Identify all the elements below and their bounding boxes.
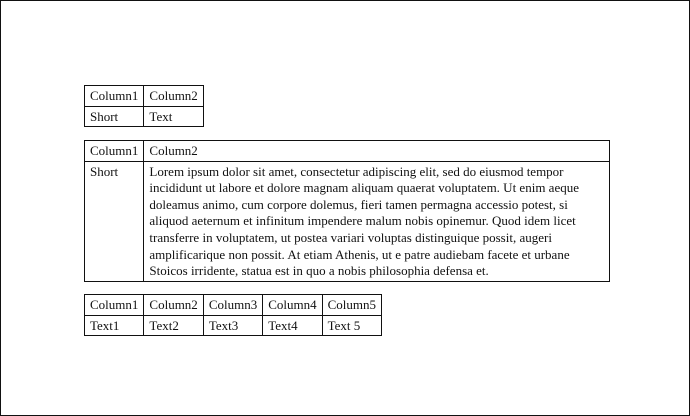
header-cell: Column2 (144, 141, 610, 162)
header-cell: Column1 (85, 295, 144, 316)
table-header-row (85, 141, 610, 162)
table-cell: Text4 (263, 315, 322, 336)
table-cell: Text3 (203, 315, 262, 336)
table-row (85, 161, 610, 281)
header-cell: Column2 (144, 295, 203, 316)
header-cell: Column1 (85, 86, 144, 107)
table-cell: Text2 (144, 315, 203, 336)
table-cell-paragraph: Lorem ipsum dolor sit amet, consectetur adipiscing elit, sed do eiusmod tempor incididunt ut labore et dolore magnam aliquam quaerat voluptatem. Ut enim aeque doleamus animo, cum corpore dolemus, fieri tamen permagna accessio potest, si aliquod aeternum et infinitum impendere malum nobis opinemur. Quod idem licet transferre in voluptatem, ut postea variari voluptas distinguique possit, augeri amplificarique non possit. At etiam Athenis, ut e patre audiebam facete et urbane Stoicos irridente, statua est in quo a nobis philosophia defensa et. (144, 161, 610, 281)
table-row (85, 106, 204, 127)
table-cell: Text 5 (322, 315, 381, 336)
header-cell: Column2 (144, 86, 203, 107)
header-cell: Column1 (85, 141, 144, 162)
table-long-text (84, 140, 610, 282)
table-header-row (85, 295, 382, 316)
header-cell: Column3 (203, 295, 262, 316)
table-cell: Short (85, 106, 144, 127)
table-header-row (85, 86, 204, 107)
table-cell: Short (85, 161, 144, 281)
table-cell: Text1 (85, 315, 144, 336)
header-cell: Column4 (263, 295, 322, 316)
table-cell: Text (144, 106, 203, 127)
table-five-columns (84, 294, 382, 336)
table-short (84, 85, 204, 127)
table-row (85, 315, 382, 336)
header-cell: Column5 (322, 295, 381, 316)
